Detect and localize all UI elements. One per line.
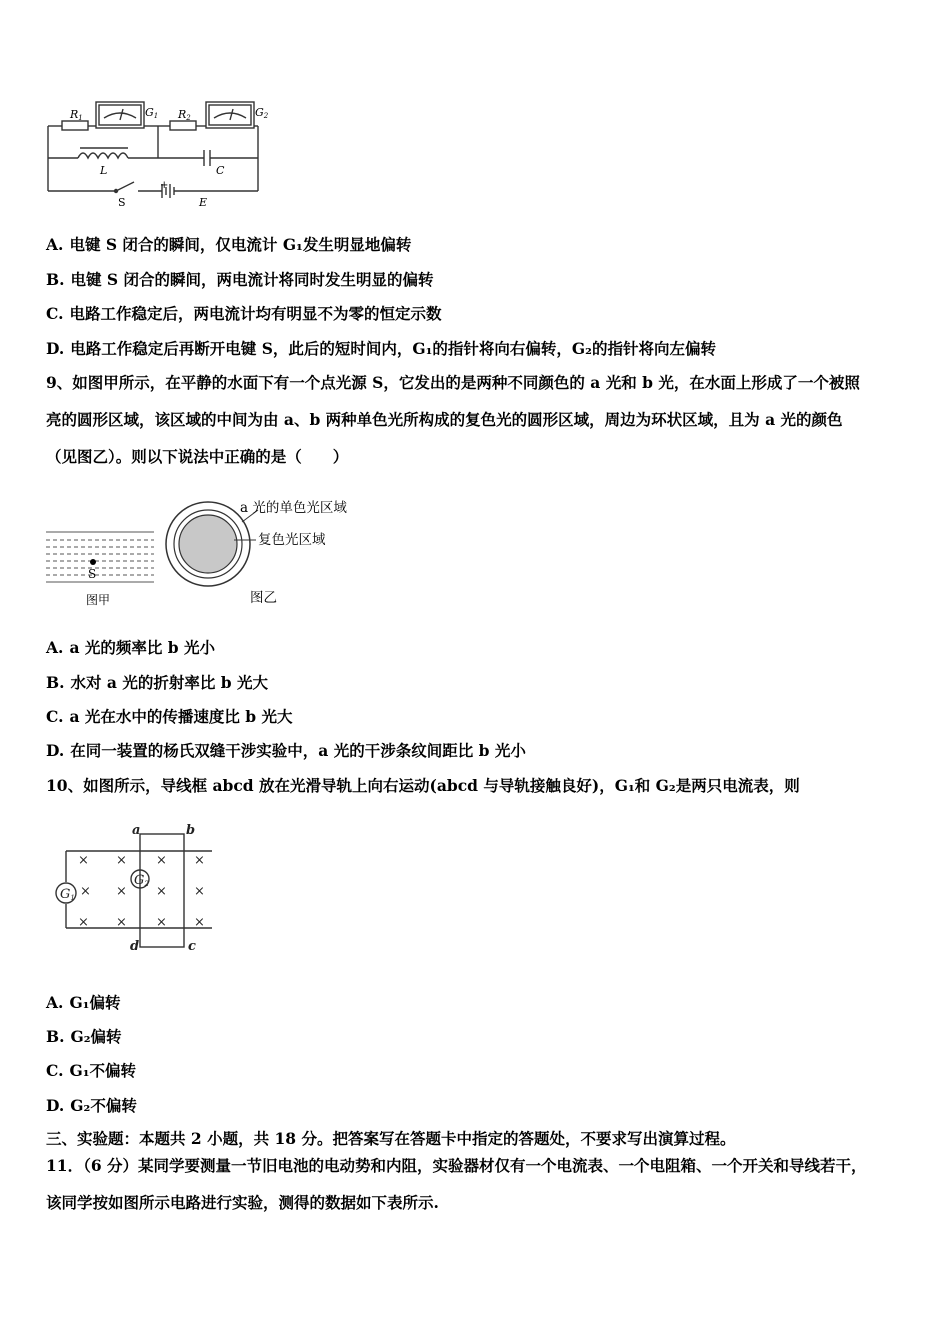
field-cross: × <box>78 915 89 930</box>
option-text: 电键 S 闭合的瞬间，仅电流计 G₁发生明显地偏转 <box>69 235 412 254</box>
option-label: C. <box>46 707 64 726</box>
label-c: C <box>216 164 225 177</box>
option-label: B. <box>46 270 65 289</box>
q10-stem: 10、如图所示，导线框 abcd 放在光滑导轨上向右运动(abcd 与导轨接触良好)，G₁和 G₂是两只电流表，则 <box>46 776 800 795</box>
option-text: a 光在水中的传播速度比 b 光大 <box>69 707 293 726</box>
caption-right: 图乙 <box>250 590 277 606</box>
option-label: A. <box>46 638 64 657</box>
q11-stem-line2: 该同学按如图所示电路进行实验，测得的数据如下表所示. <box>46 1193 439 1212</box>
field-cross: × <box>194 884 205 899</box>
corner-c: c <box>188 939 196 954</box>
circuit-diagram-q8 <box>44 96 276 212</box>
field-cross: × <box>116 853 127 868</box>
source-label: S <box>88 567 97 581</box>
label-l: L <box>100 164 108 177</box>
q8-option-b <box>46 270 434 290</box>
annotation-outer: a 光的单色光区域 <box>240 500 347 516</box>
option-text: 在同一装置的杨氏双缝干涉实验中，a 光的干涉条纹间距比 b 光小 <box>70 741 526 760</box>
option-label: D. <box>46 1096 65 1115</box>
option-text: 电路工作稳定后，两电流计均有明显不为零的恒定示数 <box>69 304 442 323</box>
q9-option-c <box>46 707 293 727</box>
q8-option-c <box>46 304 441 324</box>
q8-option-a <box>46 235 411 255</box>
option-text: a 光的频率比 b 光小 <box>69 638 216 657</box>
option-label: D. <box>46 339 65 358</box>
option-text: 电键 S 闭合的瞬间，两电流计将同时发生明显的偏转 <box>70 270 434 289</box>
field-cross: × <box>194 915 205 930</box>
option-label: C. <box>46 304 64 323</box>
q9-stem-line2: 亮的圆形区域，该区域的中间为由 a、b 两种单色光所构成的复色光的圆形区域，周边为环状区域，且为 a 光的颜色 <box>46 410 843 429</box>
section-heading: 三、实验题：本题共 2 小题，共 18 分。把答案写在答题卡中指定的答题处，不要求写出演算过程。 <box>46 1129 736 1148</box>
g2-label: G2 <box>134 873 149 888</box>
label-s: S <box>118 196 126 209</box>
caption-left: 图甲 <box>86 593 111 607</box>
option-label: A. <box>46 993 64 1012</box>
q9-stem-line1: 9、如图甲所示，在平静的水面下有一个点光源 S，它发出的是两种不同颜色的 a 光和 b 光，在水面上形成了一个被照 <box>46 373 860 392</box>
corner-a: a <box>132 824 141 838</box>
corner-d: d <box>130 939 140 954</box>
label-e: E <box>199 196 208 209</box>
light-source-dot <box>90 559 96 565</box>
q10-option-b <box>46 1027 122 1047</box>
label-g2: G2 <box>255 106 269 120</box>
field-cross: × <box>116 915 127 930</box>
option-text: 水对 a 光的折射率比 b 光大 <box>70 673 268 692</box>
water-surface-figure <box>44 526 156 610</box>
q9-stem-line3: （见图乙）。则以下说法中正确的是（ ） <box>46 447 349 466</box>
label-g1: G1 <box>145 106 159 120</box>
label-r2: R2 <box>178 108 191 122</box>
option-text: 电路工作稳定后再断开电键 S，此后的短时间内，G₁的指针将向右偏转，G₂的指针将向左偏转 <box>70 339 716 358</box>
option-text: G₁不偏转 <box>69 1061 136 1080</box>
option-label: B. <box>46 1027 65 1046</box>
label-r1: R1 <box>70 108 83 122</box>
field-cross: × <box>78 853 89 868</box>
option-label: B. <box>46 673 65 692</box>
corner-b: b <box>186 824 196 838</box>
option-label: C. <box>46 1061 64 1080</box>
q10-option-a <box>46 993 120 1013</box>
q9-option-d <box>46 741 526 761</box>
option-text: G₂不偏转 <box>70 1096 137 1115</box>
q10-option-c <box>46 1061 136 1081</box>
q10-option-d <box>46 1096 137 1116</box>
field-cross: × <box>80 884 91 899</box>
option-label: D. <box>46 741 65 760</box>
option-label: A. <box>46 235 64 254</box>
g1-label: G1 <box>60 887 75 902</box>
q11-stem-line1: 11．（6 分）某同学要测量一节旧电池的电动势和内阻，实验器材仅有一个电流表、一个电阻箱、一个开关和导线若干， <box>46 1156 867 1175</box>
field-cross: × <box>194 853 205 868</box>
option-text: G₁偏转 <box>69 993 121 1012</box>
field-cross: × <box>156 853 167 868</box>
annotation-inner: 复色光区域 <box>258 532 326 548</box>
battery-plus-sign: + <box>160 180 169 191</box>
option-text: G₂偏转 <box>70 1027 122 1046</box>
illuminated-circle-figure <box>162 496 382 608</box>
conducting-frame-figure <box>52 824 214 956</box>
field-cross: × <box>156 915 167 930</box>
field-cross: × <box>116 884 127 899</box>
q9-option-b <box>46 673 268 693</box>
field-cross: × <box>156 884 167 899</box>
q9-option-a <box>46 638 215 658</box>
q8-option-d <box>46 339 716 359</box>
